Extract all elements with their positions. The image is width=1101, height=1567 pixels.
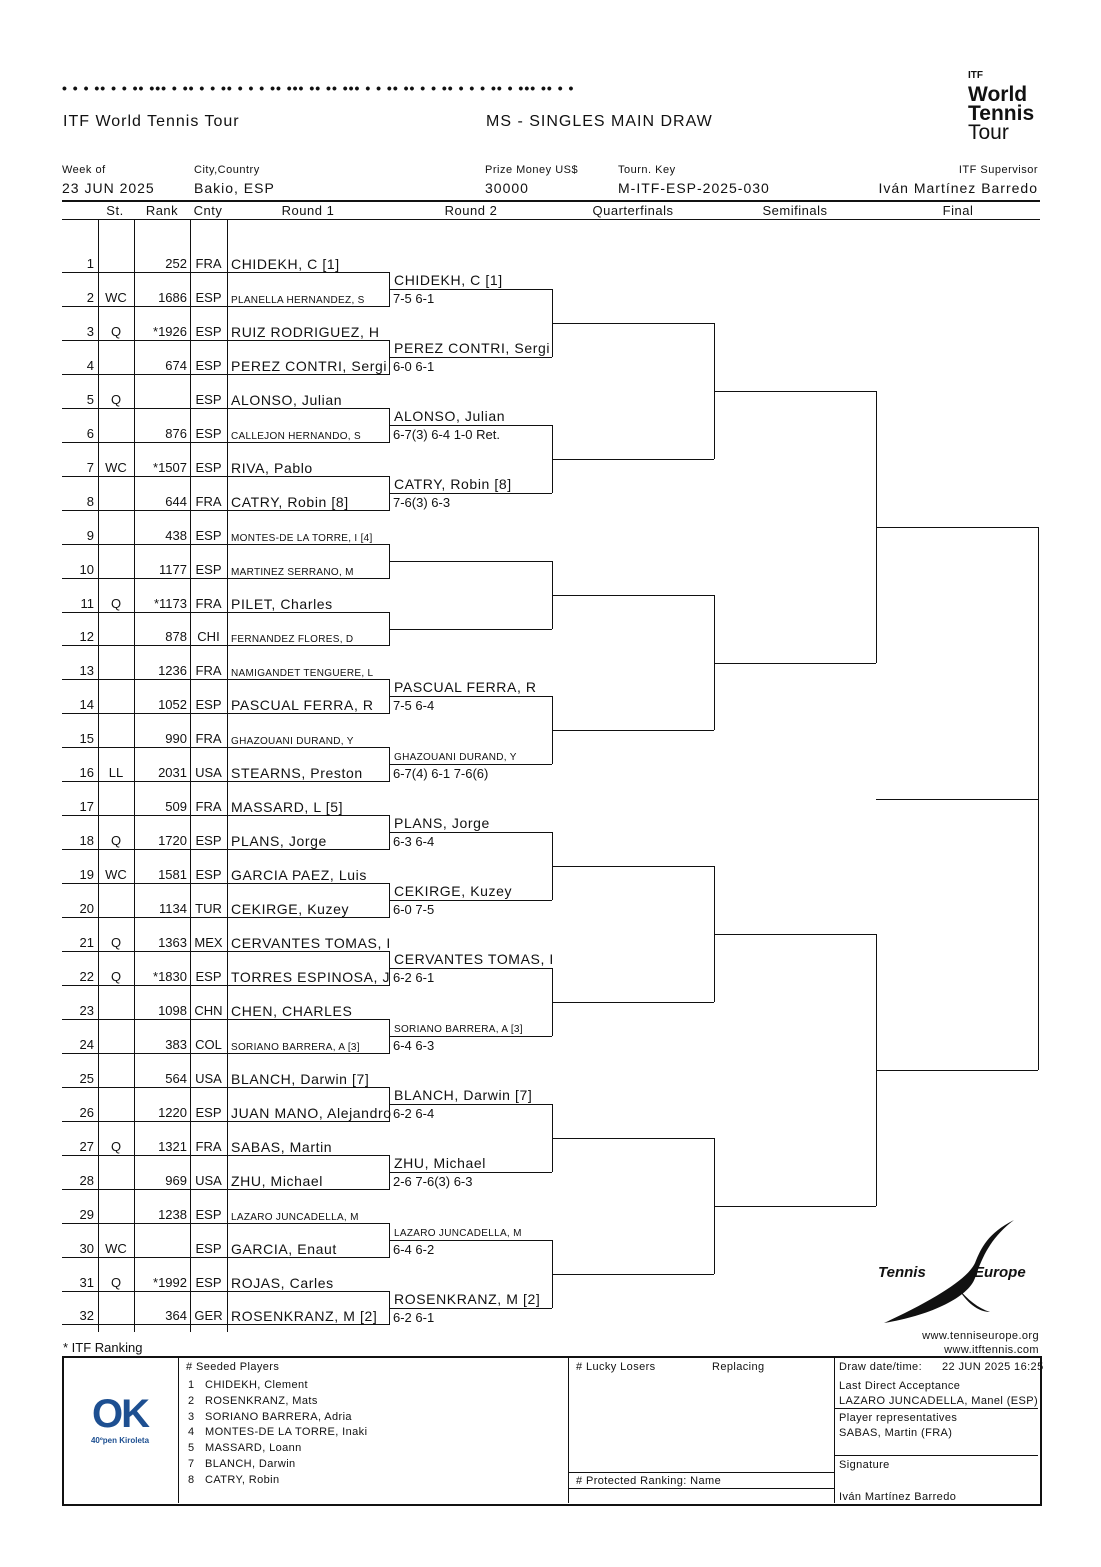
prize-label: Prize Money US$ xyxy=(485,164,579,176)
draw-position: 1 xyxy=(86,256,94,271)
round2-winner-name: PLANS, Jorge xyxy=(394,815,490,831)
player-name: GHAZOUANI DURAND, Y xyxy=(231,736,354,747)
entry-status: Q xyxy=(110,596,122,611)
r1-row-line xyxy=(62,476,390,477)
week-value: 23 JUN 2025 xyxy=(62,180,155,196)
player-rank: 438 xyxy=(165,528,187,543)
draw-position: 12 xyxy=(79,629,94,644)
round2-winner-name: GHAZOUANI DURAND, Y xyxy=(394,752,517,763)
r1-row-line xyxy=(62,1121,390,1122)
player-name: JUAN MANO, Alejandro xyxy=(231,1105,392,1121)
player-rank: 2031 xyxy=(158,765,187,780)
sponsor-ok-mark: OK xyxy=(92,1392,148,1436)
itftennis-url[interactable]: www.itftennis.com xyxy=(944,1344,1039,1356)
draw-date-label: Draw date/time: xyxy=(839,1361,923,1373)
player-country: ESP xyxy=(195,392,222,407)
draw-position: 2 xyxy=(86,290,94,305)
player-name: MONTES-DE LA TORRE, I [4] xyxy=(231,533,373,544)
player-country: COL xyxy=(195,1037,222,1052)
footer-divider-lucky xyxy=(834,1357,835,1503)
draw-position: 6 xyxy=(86,426,94,441)
draw-position: 26 xyxy=(79,1105,94,1120)
player-country: ESP xyxy=(195,460,222,475)
signature-label: Signature xyxy=(839,1459,890,1471)
draw-position: 8 xyxy=(86,494,94,509)
entry-status: WC xyxy=(105,460,127,475)
player-reps-label: Player representatives xyxy=(839,1412,958,1424)
round2-winner-name: ZHU, Michael xyxy=(394,1155,486,1171)
replacing-header: Replacing xyxy=(712,1361,765,1373)
player-rank: 990 xyxy=(165,731,187,746)
round2-winner-name: CATRY, Robin [8] xyxy=(394,476,512,492)
champion-line xyxy=(876,799,1038,800)
player-country: FRA xyxy=(195,256,222,271)
player-rank: 1720 xyxy=(158,833,187,848)
round2-score: 6-7(3) 6-4 1-0 Ret. xyxy=(393,427,500,442)
r1-row-line xyxy=(62,849,390,850)
draw-position: 7 xyxy=(86,460,94,475)
round2-score: 6-2 6-1 xyxy=(393,970,435,985)
player-country: USA xyxy=(195,1071,222,1086)
round2-winner-name: ROSENKRANZ, M [2] xyxy=(394,1291,541,1307)
entry-status: WC xyxy=(105,1241,127,1256)
round2-score: 6-2 6-4 xyxy=(393,1106,435,1121)
draw-position: 18 xyxy=(79,833,94,848)
draw-position: 20 xyxy=(79,901,94,916)
lucky-losers-header: # Lucky Losers xyxy=(576,1361,656,1373)
col-header-round2: Round 2 xyxy=(444,203,498,218)
draw-position: 23 xyxy=(79,1003,94,1018)
draw-position: 5 xyxy=(86,392,94,407)
sf-line xyxy=(714,1206,876,1207)
col-header-qf: Quarterfinals xyxy=(592,203,674,218)
round2-score: 7-5 6-1 xyxy=(393,291,435,306)
r2-line xyxy=(389,357,552,358)
col-header-cnty: Cnty xyxy=(193,203,223,218)
r1-row-line xyxy=(62,713,390,714)
player-name: CATRY, Robin [8] xyxy=(231,494,349,510)
player-country: FRA xyxy=(195,799,222,814)
player-rank: 969 xyxy=(165,1173,187,1188)
col-header-st: St. xyxy=(106,203,124,218)
round2-winner-name: CERVANTES TOMAS, I xyxy=(394,951,554,967)
r1-row-line xyxy=(62,510,390,511)
seed-player-name: CATRY, Robin xyxy=(205,1473,280,1486)
r2-line xyxy=(389,696,552,697)
player-rank: 1363 xyxy=(158,935,187,950)
player-rank: 383 xyxy=(165,1037,187,1052)
player-name: PASCUAL FERRA, R xyxy=(231,697,374,713)
round2-score: 6-0 7-5 xyxy=(393,902,435,917)
entry-status: Q xyxy=(110,392,122,407)
r2-line xyxy=(389,968,552,969)
tour-title: ITF World Tennis Tour xyxy=(63,113,240,130)
header-rule-bottom xyxy=(62,219,1040,220)
seed-player-name: MONTES-DE LA TORRE, Inaki xyxy=(205,1426,368,1439)
draw-position: 15 xyxy=(79,731,94,746)
player-country: ESP xyxy=(195,1105,222,1120)
draw-position: 27 xyxy=(79,1139,94,1154)
qf-line xyxy=(552,866,714,867)
player-name: GARCIA PAEZ, Luis xyxy=(231,867,367,883)
round2-score: 7-6(3) 6-3 xyxy=(393,495,451,510)
r1-row-line xyxy=(62,985,390,986)
final-line xyxy=(876,527,1038,528)
r1-row-line xyxy=(62,1087,390,1088)
r1-row-line xyxy=(62,951,390,952)
player-rank: *1992 xyxy=(153,1275,187,1290)
r2-line xyxy=(389,561,552,562)
sponsor-caption: 40ºpen Kiroleta xyxy=(90,1436,150,1445)
player-rank: 644 xyxy=(165,494,187,509)
player-country: CHI xyxy=(197,629,220,644)
qf-line xyxy=(552,730,714,731)
draw-position: 9 xyxy=(86,528,94,543)
player-country: CHN xyxy=(194,1003,223,1018)
player-country: USA xyxy=(195,765,222,780)
round2-winner-name: PEREZ CONTRI, Sergi xyxy=(394,340,551,356)
entry-status: Q xyxy=(110,833,122,848)
round2-winner-name: CEKIRGE, Kuzey xyxy=(394,883,513,899)
round2-score: 6-7(4) 6-1 7-6(6) xyxy=(393,766,489,781)
r2-line xyxy=(389,832,552,833)
col-header-sf: Semifinals xyxy=(762,203,828,218)
player-rank: 1321 xyxy=(158,1139,187,1154)
qf-line xyxy=(552,459,714,460)
decorative-dot-strip: • • • •• • • •• ••• • •• • • •• • • • •• ••• •• •• ••• • • •• •• • • •• • • • •• • ••• •• • • xyxy=(62,80,575,96)
r2-line xyxy=(389,493,552,494)
final-line xyxy=(876,1070,1038,1071)
draw-position: 4 xyxy=(86,358,94,373)
player-name: BLANCH, Darwin [7] xyxy=(231,1071,370,1087)
sf-line xyxy=(714,934,876,935)
draw-position: 17 xyxy=(79,799,94,814)
r2-line xyxy=(389,629,552,630)
player-name: MASSARD, L [5] xyxy=(231,799,344,815)
draw-position: 31 xyxy=(79,1275,94,1290)
round2-score: 6-4 6-2 xyxy=(393,1242,435,1257)
round2-score: 6-2 6-1 xyxy=(393,1310,435,1325)
player-rank: *1173 xyxy=(153,596,187,611)
player-country: ESP xyxy=(195,528,222,543)
player-country: TUR xyxy=(195,901,222,916)
r1-row-line xyxy=(62,1189,390,1190)
player-name: PEREZ CONTRI, Sergi xyxy=(231,358,388,374)
player-name: ALONSO, Julian xyxy=(231,392,343,408)
lda-value: LAZARO JUNCADELLA, Manel (ESP) xyxy=(839,1395,1039,1407)
player-country: ESP xyxy=(195,833,222,848)
entry-status: Q xyxy=(110,1139,122,1154)
col-header-rank: Rank xyxy=(145,203,179,218)
round2-score: 2-6 7-6(3) 6-3 xyxy=(393,1174,473,1189)
player-rank: 1220 xyxy=(158,1105,187,1120)
entry-status: WC xyxy=(105,290,127,305)
player-name: CERVANTES TOMAS, I xyxy=(231,935,391,951)
player-rank: 878 xyxy=(165,629,187,644)
player-rank: *1507 xyxy=(153,460,187,475)
player-country: GER xyxy=(194,1308,223,1323)
entry-status: Q xyxy=(110,969,122,984)
round2-score: 6-4 6-3 xyxy=(393,1038,435,1053)
itf-world-tennis-tour-logo xyxy=(968,66,1034,142)
r1-row-line xyxy=(62,1019,390,1020)
seed-player-name: SORIANO BARRERA, Adria xyxy=(205,1410,352,1423)
player-name: CHEN, CHARLES xyxy=(231,1003,353,1019)
supervisor-label: ITF Supervisor xyxy=(958,164,1038,176)
qf-line xyxy=(552,1274,714,1275)
draw-position: 28 xyxy=(79,1173,94,1188)
sf-line xyxy=(714,391,876,392)
entry-status: WC xyxy=(105,867,127,882)
player-name: SABAS, Martin xyxy=(231,1139,333,1155)
seed-player-name: BLANCH, Darwin xyxy=(205,1458,296,1470)
qf-line xyxy=(552,1002,714,1003)
player-name: MARTINEZ SERRANO, M xyxy=(231,567,354,578)
player-name: CHIDEKH, C [1] xyxy=(231,256,340,272)
player-rank: 1052 xyxy=(158,697,187,712)
seeded-players-header: # Seeded Players xyxy=(186,1361,280,1373)
draw-position: 10 xyxy=(79,562,94,577)
player-name: GARCIA, Enaut xyxy=(231,1241,337,1257)
r2-line xyxy=(389,900,552,901)
logo-tennis: Tennis xyxy=(968,102,1035,125)
r1-row-line xyxy=(62,1324,390,1325)
player-country: ESP xyxy=(195,562,222,577)
player-rank: 1098 xyxy=(158,1003,187,1018)
draw-position: 24 xyxy=(79,1037,94,1052)
week-label: Week of xyxy=(62,164,106,176)
r1-row-line xyxy=(62,408,390,409)
round2-score: 7-5 6-4 xyxy=(393,698,435,713)
draw-position: 19 xyxy=(79,867,94,882)
r1-row-line xyxy=(62,917,390,918)
tourn-key-value: M-ITF-ESP-2025-030 xyxy=(618,180,770,196)
seed-number: 8 xyxy=(188,1473,195,1486)
prize-value: 30000 xyxy=(485,180,529,196)
player-country: ESP xyxy=(195,969,222,984)
r1-row-line xyxy=(62,1291,390,1292)
player-name: ZHU, Michael xyxy=(231,1173,323,1189)
logo-tour: Tour xyxy=(968,121,1009,144)
player-country: ESP xyxy=(195,867,222,882)
signature-value: Iván Martínez Barredo xyxy=(839,1491,957,1503)
r1-row-line xyxy=(62,815,390,816)
player-reps-value: SABAS, Martin (FRA) xyxy=(839,1427,953,1439)
r2-line xyxy=(389,1308,552,1309)
draw-position: 22 xyxy=(79,969,94,984)
ranking-note: * ITF Ranking xyxy=(63,1340,143,1355)
player-rank: *1926 xyxy=(153,324,187,339)
r1-row-line xyxy=(62,1155,390,1156)
player-name: STEARNS, Preston xyxy=(231,765,363,781)
col-header-final: Final xyxy=(942,203,974,218)
player-name: PILET, Charles xyxy=(231,596,333,612)
lda-label: Last Direct Acceptance xyxy=(839,1380,961,1392)
col-separator-name xyxy=(227,220,228,1332)
player-country: ESP xyxy=(195,697,222,712)
player-country: ESP xyxy=(195,426,222,441)
player-rank: *1830 xyxy=(153,969,187,984)
footer-lucky-rule xyxy=(569,1472,835,1473)
itf-logo-text: ITF xyxy=(968,70,983,81)
draw-position: 25 xyxy=(79,1071,94,1086)
entry-status: Q xyxy=(110,935,122,950)
player-rank: 1581 xyxy=(158,867,187,882)
footer-right-rule-1 xyxy=(835,1408,1038,1409)
round2-score: 6-3 6-4 xyxy=(393,834,435,849)
player-rank: 1236 xyxy=(158,663,187,678)
player-name: PLANELLA HERNANDEZ, S xyxy=(231,295,365,306)
tenniseurope-url[interactable]: www.tenniseurope.org xyxy=(922,1330,1039,1342)
seed-number: 5 xyxy=(188,1442,195,1455)
seed-number: 1 xyxy=(188,1379,195,1391)
player-rank: 1686 xyxy=(158,290,187,305)
seed-player-name: ROSENKRANZ, Mats xyxy=(205,1394,318,1407)
draw-position: 29 xyxy=(79,1207,94,1222)
tennis-europe-logo xyxy=(878,1218,1038,1328)
player-name: ROSENKRANZ, M [2] xyxy=(231,1308,378,1324)
tennis-europe-word-europe: Europe xyxy=(974,1264,1026,1281)
player-country: MEX xyxy=(194,935,223,950)
player-country: ESP xyxy=(195,1207,222,1222)
player-rank: 1238 xyxy=(158,1207,187,1222)
r1-row-line xyxy=(62,272,390,273)
r1-row-line xyxy=(62,340,390,341)
logo-world: World xyxy=(968,83,1028,106)
player-country: ESP xyxy=(195,358,222,373)
r2-line xyxy=(389,289,552,290)
round2-winner-name: SORIANO BARRERA, A [3] xyxy=(394,1024,523,1035)
player-name: TORRES ESPINOSA, J xyxy=(231,969,391,985)
round2-winner-name: CHIDEKH, C [1] xyxy=(394,272,503,288)
protected-ranking-header: # Protected Ranking: Name xyxy=(576,1475,722,1487)
footer-protected-rule xyxy=(569,1488,835,1489)
player-country: FRA xyxy=(195,494,222,509)
draw-position: 16 xyxy=(79,765,94,780)
player-name: FERNANDEZ FLORES, D xyxy=(231,634,354,645)
header-rule-top xyxy=(62,200,1040,202)
player-country: ESP xyxy=(195,324,222,339)
draw-position: 13 xyxy=(79,663,94,678)
entry-status: LL xyxy=(108,765,124,780)
sf-line xyxy=(714,663,876,664)
r1-row-line xyxy=(62,612,390,613)
player-country: FRA xyxy=(195,1139,222,1154)
player-rank: 364 xyxy=(165,1308,187,1323)
city-label: City,Country xyxy=(194,164,260,176)
player-name: SORIANO BARRERA, A [3] xyxy=(231,1042,360,1053)
tourn-key-label: Tourn. Key xyxy=(618,164,676,176)
player-country: ESP xyxy=(195,1275,222,1290)
entry-status: Q xyxy=(110,1275,122,1290)
player-name: LAZARO JUNCADELLA, M xyxy=(231,1212,359,1223)
player-rank: 674 xyxy=(165,358,187,373)
final-match-connector xyxy=(1038,527,1039,1070)
r2-line xyxy=(389,425,552,426)
footer-right-rule-2 xyxy=(835,1455,1038,1456)
player-name: NAMIGANDET TENGUERE, L xyxy=(231,668,374,679)
seed-number: 7 xyxy=(188,1458,195,1470)
player-name: CEKIRGE, Kuzey xyxy=(231,901,350,917)
player-rank: 1177 xyxy=(159,562,187,577)
qf-line xyxy=(552,323,714,324)
qf-line xyxy=(552,595,714,596)
player-rank: 1134 xyxy=(159,901,187,916)
player-name: CALLEJON HERNANDO, S xyxy=(231,431,361,442)
seed-player-name: MASSARD, Loann xyxy=(205,1442,302,1455)
city-value: Bakio, ESP xyxy=(194,180,275,196)
player-rank: 564 xyxy=(165,1071,187,1086)
supervisor-value: Iván Martínez Barredo xyxy=(878,180,1038,196)
seed-number: 4 xyxy=(188,1426,195,1439)
player-name: ROJAS, Carles xyxy=(231,1275,334,1291)
r2-line xyxy=(389,1172,552,1173)
r1-row-line xyxy=(62,374,390,375)
round2-score: 6-0 6-1 xyxy=(393,359,435,374)
r1-row-line xyxy=(62,781,390,782)
player-country: ESP xyxy=(195,290,222,305)
player-country: FRA xyxy=(195,731,222,746)
player-country: FRA xyxy=(195,663,222,678)
player-rank: 252 xyxy=(165,256,187,271)
draw-date-value: 22 JUN 2025 16:25 xyxy=(942,1361,1044,1373)
draw-position: 3 xyxy=(86,324,94,339)
seed-number: 2 xyxy=(188,1394,195,1407)
player-rank: 509 xyxy=(165,799,187,814)
seed-player-name: CHIDEKH, Clement xyxy=(205,1379,308,1391)
player-name: RUIZ RODRIGUEZ, H xyxy=(231,324,380,340)
draw-position: 11 xyxy=(80,596,94,611)
round2-winner-name: ALONSO, Julian xyxy=(394,408,506,424)
round2-winner-name: LAZARO JUNCADELLA, M xyxy=(394,1228,522,1239)
draw-position: 21 xyxy=(79,935,94,950)
draw-title: MS - SINGLES MAIN DRAW xyxy=(486,113,713,130)
seed-number: 3 xyxy=(188,1410,195,1423)
tennis-europe-word-tennis: Tennis xyxy=(878,1264,926,1281)
r2-line xyxy=(389,1104,552,1105)
player-country: USA xyxy=(195,1173,222,1188)
entry-status: Q xyxy=(110,324,122,339)
col-header-round1: Round 1 xyxy=(281,203,335,218)
round2-winner-name: PASCUAL FERRA, R xyxy=(394,679,537,695)
draw-position: 32 xyxy=(79,1308,94,1323)
footer-divider-seeds xyxy=(568,1357,569,1503)
r1-row-line xyxy=(62,1257,390,1258)
round2-winner-name: BLANCH, Darwin [7] xyxy=(394,1087,533,1103)
player-name: PLANS, Jorge xyxy=(231,833,327,849)
draw-position: 14 xyxy=(79,697,94,712)
player-name: RIVA, Pablo xyxy=(231,460,313,476)
player-country: FRA xyxy=(195,596,222,611)
r1-row-line xyxy=(62,883,390,884)
footer-divider-sponsor xyxy=(178,1357,179,1503)
player-rank: 876 xyxy=(165,426,187,441)
qf-line xyxy=(552,1138,714,1139)
sponsor-logo xyxy=(84,1392,156,1445)
player-country: ESP xyxy=(195,1241,222,1256)
draw-position: 30 xyxy=(79,1241,94,1256)
